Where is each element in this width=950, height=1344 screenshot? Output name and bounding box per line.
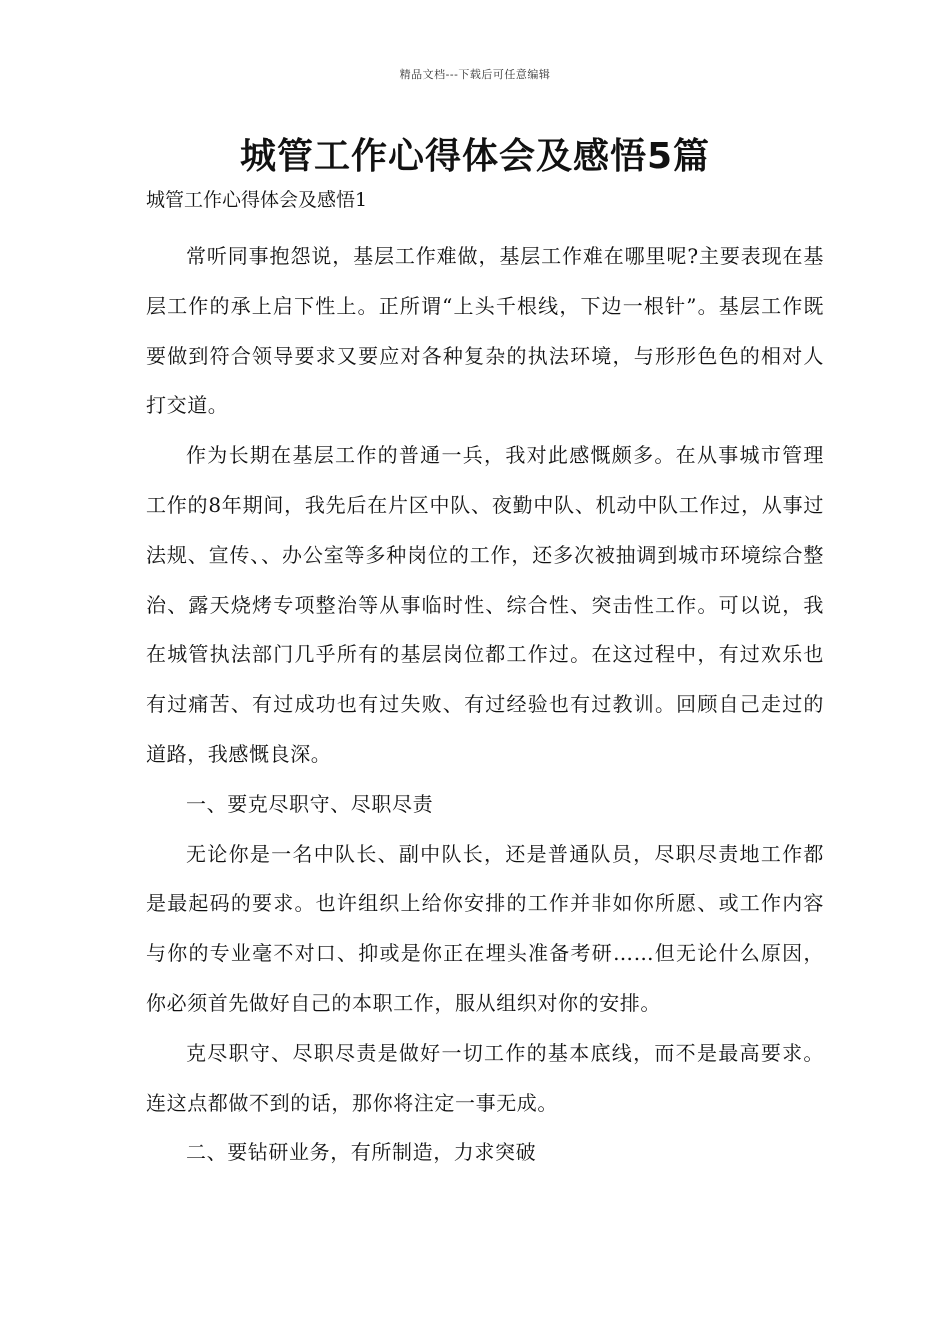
document-title: 城管工作心得体会及感悟5篇 xyxy=(239,136,711,177)
section-heading-1: 一、要克尽职守、尽职尽责 xyxy=(186,791,434,816)
paragraph-2: 作为长期在基层工作的普通一兵，我对此感慨颇多。在从事城市管理工作的8年期间，我先后在片区中队、夜勤中队、机动中队工作过，从事过法规、宣传、、办公室等多种岗位的工作，还多次被抽调到城市环境综合整治、露天烧烤专项整治等从事临时性、综合性、突击性工作。可以说，我在城管执法部门几乎所有的基层岗位都工作过。在这过程中，有过欢乐也有过痛苦、有过成功也有过失败、有过经验也有过教训。回顾自己走过的道路，我感慨良深。 xyxy=(146,443,824,766)
paragraph-3: 无论你是一名中队长、副中队长，还是普通队员，尽职尽责地工作都是最起码的要求。也许组织上给你安排的工作并非如你所愿、或工作内容与你的专业毫不对口、抑或是你正在埋头准备考研……但无论什么原因，你必须首先做好自己的本职工作，服从组织对你的安排。 xyxy=(146,841,824,1015)
header-note: 精品文档---下载后可任意编辑 xyxy=(399,68,551,81)
section-heading-2: 二、要钻研业务，有所制造，力求突破 xyxy=(186,1140,537,1165)
paragraph-1: 常听同事抱怨说，基层工作难做，基层工作难在哪里呢?主要表现在基层工作的承上启下性上。正所谓“上头千根线，下边一根针”。基层工作既要做到符合领导要求又要应对各种复杂的执法环境，与形形色色的相对人打交道。 xyxy=(146,244,824,418)
body-text xyxy=(146,232,824,1178)
section-subtitle: 城管工作心得体会及感悟1 xyxy=(146,189,368,211)
paragraph-4: 克尽职守、尽职尽责是做好一切工作的基本底线，而不是最高要求。连这点都做不到的话，那你将注定一事无成。 xyxy=(146,1040,824,1115)
